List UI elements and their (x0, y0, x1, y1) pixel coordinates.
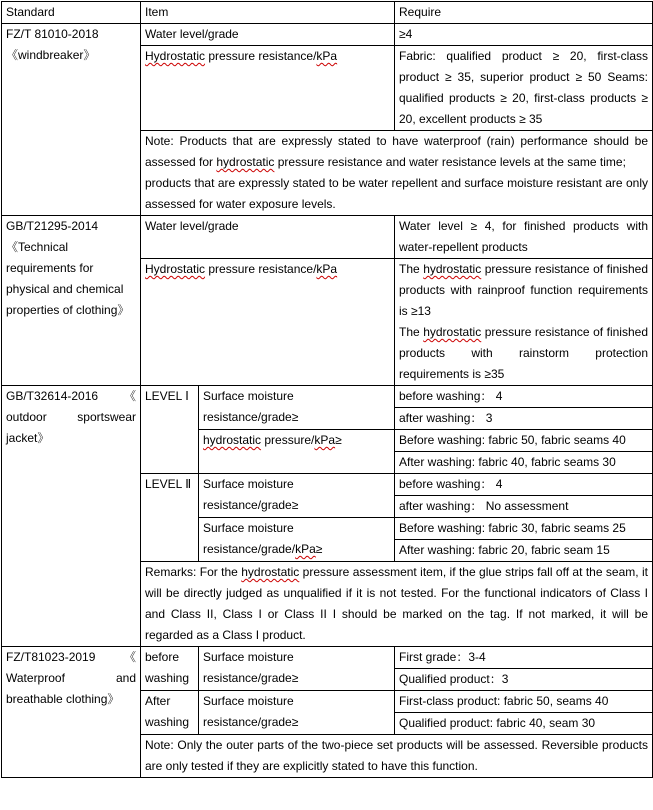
table-row (2, 647, 653, 669)
item-hydrostatic-pressure: Hydrostatic pressure resistance/kPa (141, 46, 395, 131)
item-surface-moisture-kpa: Surface moisture resistance/grade/kPa≥ (199, 518, 395, 562)
before-washing-label: before washing (141, 647, 199, 691)
table-row (2, 386, 653, 408)
require-after-washing: after washing： 3 (395, 408, 653, 430)
level-2-label: LEVEL Ⅱ (141, 474, 199, 562)
after-washing-label: After washing (141, 691, 199, 735)
item-hydrostatic-pressure: Hydrostatic pressure resistance/kPa (141, 259, 395, 386)
item-surface-moisture: Surface moisture resistance/grade≥ (199, 386, 395, 430)
standards-table (1, 1, 653, 778)
note-fz-81023: Note: Only the outer parts of the two-piece set products will be assessed. Reversible products are only tested if they are explicitly stated to have this function. (141, 735, 653, 778)
standard-fz-81010: FZ/T 81010-2018《windbreaker》 (2, 24, 141, 216)
header-row (2, 2, 653, 24)
require-qualified-product: Qualified product: fabric 40, seam 30 (395, 713, 653, 735)
standard-gb-32614: GB/T32614-2016《 outdoor sportswear jacket》 (2, 386, 141, 647)
note-fz-81010: Note: Products that are expressly stated to have waterproof (rain) performance should be assessed for hydrostatic pressure resistance and water resistance levels at the same time; products that are expressly stated to be water repellent and surface moisture resistant are only assessed for water exposure levels. (141, 131, 653, 216)
standard-gb-21295: GB/T21295-2014《Technical requirements for physical and chemical properties of clothing》 (2, 216, 141, 386)
require-after-washing: after washing： No assessment (395, 496, 653, 518)
require-hydrostatic-pressure: The hydrostatic pressure resistance of finished products with rainproof function requirements is ≥13 The hydrostatic pressure resistance of finished products with rainstorm protection requirements is ≥35 (395, 259, 653, 386)
remarks-gb-32614: Remarks: For the hydrostatic pressure assessment item, if the glue strips fall off at the seam, it will be directly judged as unqualified if it is not tested. For the functional indicators of Class I and Class II, Class I or Class II I should be marked on the tag. If not marked, it will be regarded as a Class I product. (141, 562, 653, 647)
require-after-washing: After washing: fabric 20, fabric seam 15 (395, 540, 653, 562)
require-first-grade: First grade：3-4 (395, 647, 653, 669)
require-after-washing: After washing: fabric 40, fabric seams 30 (395, 452, 653, 474)
level-1-label: LEVEL Ⅰ (141, 386, 199, 474)
item-surface-moisture: Surface moisture resistance/grade≥ (199, 691, 395, 735)
standard-fz-81023: FZ/T81023-2019《 Waterproof and breathable clothing》 (2, 647, 141, 778)
table-row (2, 216, 653, 259)
require-before-washing: Before washing: fabric 30, fabric seams 25 (395, 518, 653, 540)
header-item: Item (141, 2, 395, 24)
item-hydrostatic-pressure: hydrostatic pressure/kPa≥ (199, 430, 395, 474)
table-row (2, 24, 653, 46)
require-qualified-product: Qualified product：3 (395, 669, 653, 691)
require-hydrostatic-pressure: Fabric: qualified product ≥ 20, first-class product ≥ 35, superior product ≥ 50 Seams: qualified products ≥ 20, first-class products ≥ 20, excellent products ≥ 35 (395, 46, 653, 131)
require-water-level: ≥4 (395, 24, 653, 46)
header-standard: Standard (2, 2, 141, 24)
require-water-level: Water level ≥ 4, for finished products with water-repellent products (395, 216, 653, 259)
item-water-level: Water level/grade (141, 24, 395, 46)
require-before-washing: before washing： 4 (395, 474, 653, 496)
require-before-washing: before washing： 4 (395, 386, 653, 408)
require-first-class-product: First-class product: fabric 50, seams 40 (395, 691, 653, 713)
header-require: Require (395, 2, 653, 24)
require-before-washing: Before washing: fabric 50, fabric seams 40 (395, 430, 653, 452)
item-water-level: Water level/grade (141, 216, 395, 259)
item-surface-moisture: Surface moisture resistance/grade≥ (199, 474, 395, 518)
item-surface-moisture: Surface moisture resistance/grade≥ (199, 647, 395, 691)
